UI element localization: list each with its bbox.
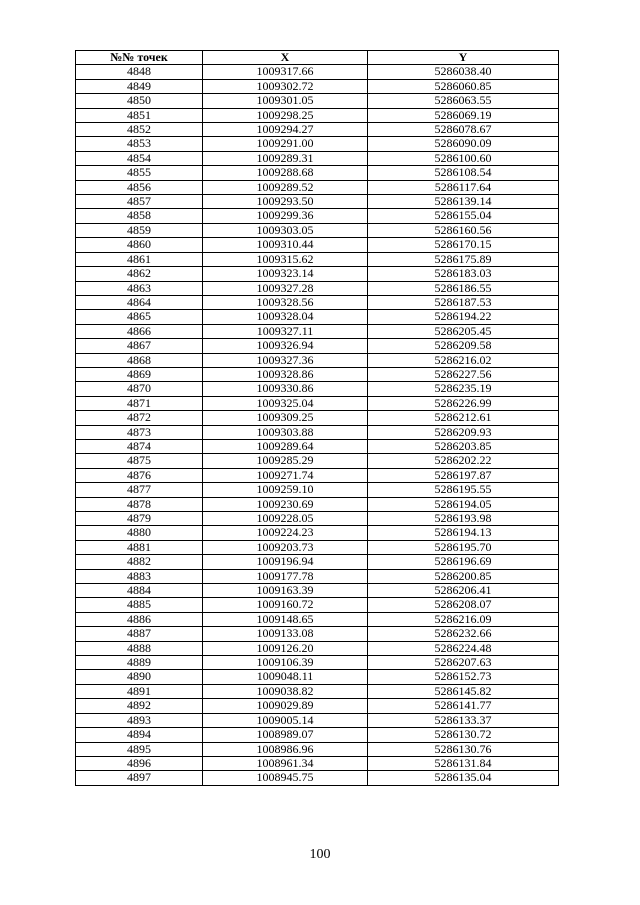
y-cell: 5286155.04: [368, 209, 559, 223]
y-cell: 5286160.56: [368, 223, 559, 237]
x-cell: 1009289.31: [203, 151, 368, 165]
table-row: [76, 65, 559, 79]
table-row: [76, 670, 559, 684]
point-number-cell: 4891: [76, 684, 203, 698]
y-cell: 5286187.53: [368, 295, 559, 309]
table-row: [76, 771, 559, 785]
x-cell: 1009038.82: [203, 684, 368, 698]
y-cell: 5286100.60: [368, 151, 559, 165]
x-cell: 1009325.04: [203, 396, 368, 410]
x-cell: 1009293.50: [203, 195, 368, 209]
table-row: [76, 151, 559, 165]
table-row: [76, 598, 559, 612]
point-number-cell: 4892: [76, 699, 203, 713]
x-cell: 1008986.96: [203, 742, 368, 756]
x-cell: 1009230.69: [203, 497, 368, 511]
x-cell: 1009317.66: [203, 65, 368, 79]
y-cell: 5286194.22: [368, 310, 559, 324]
point-number-cell: 4860: [76, 238, 203, 252]
x-cell: 1009298.25: [203, 108, 368, 122]
y-cell: 5286194.05: [368, 497, 559, 511]
table-body: [76, 65, 559, 785]
x-cell: 1009299.36: [203, 209, 368, 223]
y-cell: 5286078.67: [368, 123, 559, 137]
point-number-cell: 4857: [76, 195, 203, 209]
table-row: [76, 555, 559, 569]
y-cell: 5286069.19: [368, 108, 559, 122]
y-cell: 5286139.14: [368, 195, 559, 209]
table-row: [76, 223, 559, 237]
y-cell: 5286186.55: [368, 281, 559, 295]
table-row: [76, 684, 559, 698]
y-cell: 5286152.73: [368, 670, 559, 684]
y-cell: 5286133.37: [368, 713, 559, 727]
y-cell: 5286170.15: [368, 238, 559, 252]
y-cell: 5286141.77: [368, 699, 559, 713]
table-row: [76, 382, 559, 396]
y-cell: 5286208.07: [368, 598, 559, 612]
y-cell: 5286090.09: [368, 137, 559, 151]
table-row: [76, 497, 559, 511]
x-cell: 1009294.27: [203, 123, 368, 137]
table-row: [76, 267, 559, 281]
y-cell: 5286194.13: [368, 526, 559, 540]
y-cell: 5286209.58: [368, 339, 559, 353]
point-number-cell: 4888: [76, 641, 203, 655]
point-number-cell: 4897: [76, 771, 203, 785]
point-number-cell: 4879: [76, 512, 203, 526]
y-cell: 5286226.99: [368, 396, 559, 410]
x-cell: 1009271.74: [203, 468, 368, 482]
x-cell: 1009315.62: [203, 252, 368, 266]
table-row: [76, 324, 559, 338]
x-cell: 1009029.89: [203, 699, 368, 713]
x-cell: 1009196.94: [203, 555, 368, 569]
x-cell: 1009289.64: [203, 439, 368, 453]
table-row: [76, 252, 559, 266]
table-row: [76, 526, 559, 540]
point-number-cell: 4861: [76, 252, 203, 266]
point-number-cell: 4886: [76, 612, 203, 626]
table-row: [76, 756, 559, 770]
table-row: [76, 123, 559, 137]
page-number: 100: [309, 847, 331, 862]
table-row: [76, 512, 559, 526]
y-cell: 5286207.63: [368, 656, 559, 670]
point-number-cell: 4849: [76, 79, 203, 93]
y-cell: 5286209.93: [368, 425, 559, 439]
point-number-cell: 4882: [76, 555, 203, 569]
x-cell: 1009327.11: [203, 324, 368, 338]
x-cell: 1009303.05: [203, 223, 368, 237]
y-cell: 5286205.45: [368, 324, 559, 338]
y-cell: 5286108.54: [368, 166, 559, 180]
x-cell: 1009288.68: [203, 166, 368, 180]
x-cell: 1009126.20: [203, 641, 368, 655]
table-row: [76, 310, 559, 324]
point-number-cell: 4885: [76, 598, 203, 612]
table-row: [76, 411, 559, 425]
table-row: [76, 584, 559, 598]
y-cell: 5286200.85: [368, 569, 559, 583]
x-cell: 1008945.75: [203, 771, 368, 785]
x-cell: 1009309.25: [203, 411, 368, 425]
x-cell: 1009160.72: [203, 598, 368, 612]
point-number-cell: 4865: [76, 310, 203, 324]
x-cell: 1009328.04: [203, 310, 368, 324]
coordinates-table: [75, 50, 559, 786]
table-row: [76, 454, 559, 468]
table-row: [76, 166, 559, 180]
point-number-cell: 4894: [76, 728, 203, 742]
y-cell: 5286206.41: [368, 584, 559, 598]
y-cell: 5286175.89: [368, 252, 559, 266]
table-row: [76, 180, 559, 194]
x-cell: 1009259.10: [203, 483, 368, 497]
y-cell: 5286117.64: [368, 180, 559, 194]
table-row: [76, 569, 559, 583]
point-number-cell: 4867: [76, 339, 203, 353]
point-number-cell: 4870: [76, 382, 203, 396]
x-cell: 1009301.05: [203, 94, 368, 108]
y-cell: 5286235.19: [368, 382, 559, 396]
x-cell: 1009302.72: [203, 79, 368, 93]
y-cell: 5286197.87: [368, 468, 559, 482]
y-cell: 5286216.02: [368, 353, 559, 367]
point-number-cell: 4858: [76, 209, 203, 223]
table-row: [76, 79, 559, 93]
point-number-cell: 4848: [76, 65, 203, 79]
y-cell: 5286063.55: [368, 94, 559, 108]
point-number-cell: 4852: [76, 123, 203, 137]
table-row: [76, 396, 559, 410]
y-cell: 5286038.40: [368, 65, 559, 79]
point-number-cell: 4877: [76, 483, 203, 497]
table-row: [76, 468, 559, 482]
y-cell: 5286131.84: [368, 756, 559, 770]
point-number-cell: 4853: [76, 137, 203, 151]
point-number-cell: 4850: [76, 94, 203, 108]
x-cell: 1009177.78: [203, 569, 368, 583]
header-y: Y: [368, 51, 559, 65]
point-number-cell: 4871: [76, 396, 203, 410]
y-cell: 5286232.66: [368, 627, 559, 641]
table-row: [76, 540, 559, 554]
x-cell: 1009106.39: [203, 656, 368, 670]
table-header-row: [76, 51, 559, 65]
x-cell: 1009328.56: [203, 295, 368, 309]
point-number-cell: 4869: [76, 367, 203, 381]
point-number-cell: 4854: [76, 151, 203, 165]
point-number-cell: 4884: [76, 584, 203, 598]
point-number-cell: 4875: [76, 454, 203, 468]
point-number-cell: 4851: [76, 108, 203, 122]
table-row: [76, 699, 559, 713]
y-cell: 5286203.85: [368, 439, 559, 453]
x-cell: 1009005.14: [203, 713, 368, 727]
table-row: [76, 367, 559, 381]
table-row: [76, 627, 559, 641]
point-number-cell: 4896: [76, 756, 203, 770]
table-row: [76, 209, 559, 223]
table-row: [76, 295, 559, 309]
x-cell: 1009330.86: [203, 382, 368, 396]
point-number-cell: 4856: [76, 180, 203, 194]
table-row: [76, 641, 559, 655]
x-cell: 1009133.08: [203, 627, 368, 641]
point-number-cell: 4862: [76, 267, 203, 281]
x-cell: 1009163.39: [203, 584, 368, 598]
x-cell: 1009048.11: [203, 670, 368, 684]
y-cell: 5286183.03: [368, 267, 559, 281]
table-row: [76, 281, 559, 295]
x-cell: 1009303.88: [203, 425, 368, 439]
point-number-cell: 4873: [76, 425, 203, 439]
y-cell: 5286195.70: [368, 540, 559, 554]
x-cell: 1009323.14: [203, 267, 368, 281]
y-cell: 5286130.72: [368, 728, 559, 742]
y-cell: 5286224.48: [368, 641, 559, 655]
table-row: [76, 439, 559, 453]
table-row: [76, 713, 559, 727]
point-number-cell: 4890: [76, 670, 203, 684]
x-cell: 1008961.34: [203, 756, 368, 770]
table-row: [76, 483, 559, 497]
point-number-cell: 4868: [76, 353, 203, 367]
table-row: [76, 94, 559, 108]
point-number-cell: 4893: [76, 713, 203, 727]
x-cell: 1008989.07: [203, 728, 368, 742]
table-row: [76, 353, 559, 367]
x-cell: 1009289.52: [203, 180, 368, 194]
point-number-cell: 4863: [76, 281, 203, 295]
point-number-cell: 4864: [76, 295, 203, 309]
table-row: [76, 137, 559, 151]
y-cell: 5286216.09: [368, 612, 559, 626]
table-row: [76, 108, 559, 122]
x-cell: 1009327.28: [203, 281, 368, 295]
y-cell: 5286135.04: [368, 771, 559, 785]
point-number-cell: 4887: [76, 627, 203, 641]
y-cell: 5286195.55: [368, 483, 559, 497]
table-row: [76, 742, 559, 756]
table-row: [76, 238, 559, 252]
point-number-cell: 4878: [76, 497, 203, 511]
point-number-cell: 4889: [76, 656, 203, 670]
y-cell: 5286193.98: [368, 512, 559, 526]
point-number-cell: 4859: [76, 223, 203, 237]
x-cell: 1009310.44: [203, 238, 368, 252]
header-point-number: №№ точек: [76, 51, 203, 65]
x-cell: 1009327.36: [203, 353, 368, 367]
point-number-cell: 4876: [76, 468, 203, 482]
y-cell: 5286130.76: [368, 742, 559, 756]
table-row: [76, 425, 559, 439]
header-x: X: [203, 51, 368, 65]
point-number-cell: 4883: [76, 569, 203, 583]
table-row: [76, 195, 559, 209]
x-cell: 1009328.86: [203, 367, 368, 381]
point-number-cell: 4880: [76, 526, 203, 540]
table-row: [76, 728, 559, 742]
point-number-cell: 4872: [76, 411, 203, 425]
x-cell: 1009148.65: [203, 612, 368, 626]
y-cell: 5286212.61: [368, 411, 559, 425]
y-cell: 5286145.82: [368, 684, 559, 698]
point-number-cell: 4874: [76, 439, 203, 453]
table-row: [76, 339, 559, 353]
point-number-cell: 4866: [76, 324, 203, 338]
table-row: [76, 612, 559, 626]
point-number-cell: 4895: [76, 742, 203, 756]
y-cell: 5286227.56: [368, 367, 559, 381]
point-number-cell: 4855: [76, 166, 203, 180]
x-cell: 1009228.05: [203, 512, 368, 526]
x-cell: 1009326.94: [203, 339, 368, 353]
x-cell: 1009285.29: [203, 454, 368, 468]
table-row: [76, 656, 559, 670]
x-cell: 1009291.00: [203, 137, 368, 151]
y-cell: 5286196.69: [368, 555, 559, 569]
point-number-cell: 4881: [76, 540, 203, 554]
x-cell: 1009224.23: [203, 526, 368, 540]
x-cell: 1009203.73: [203, 540, 368, 554]
y-cell: 5286202.22: [368, 454, 559, 468]
y-cell: 5286060.85: [368, 79, 559, 93]
